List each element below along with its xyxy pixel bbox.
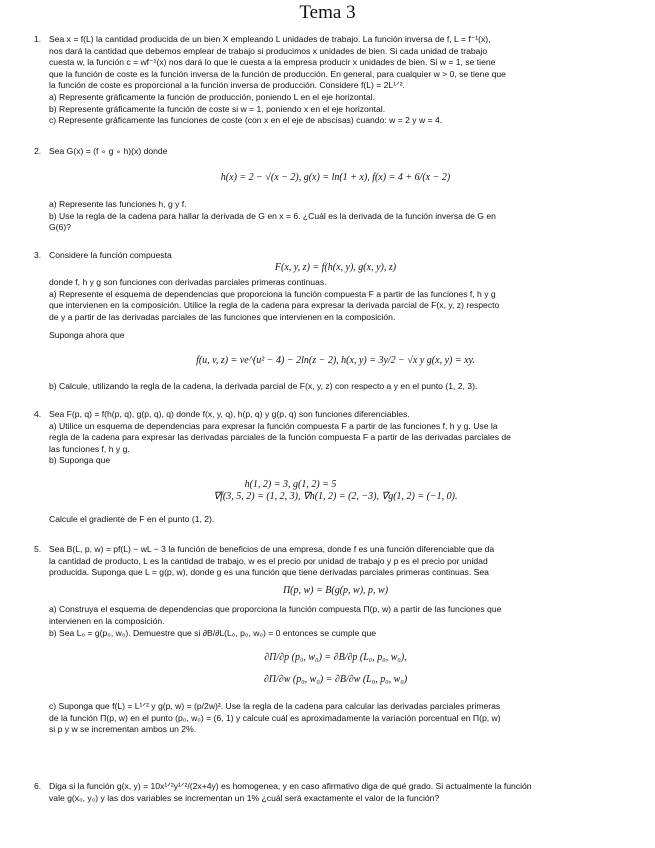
text-line: intervienen en la composición. bbox=[49, 615, 165, 626]
text-line: las funciones f, h y g. bbox=[49, 443, 130, 454]
page-title: Tema 3 bbox=[299, 2, 356, 23]
text-line: la función de coste es proporcional a la función inversa de producción. Considere f(L) = 2L¹ᐟ². bbox=[49, 80, 405, 91]
text-line: a) Represente el esquema de dependencias que proporciona la función compuesta F a partir de las funciones f, h y g bbox=[49, 288, 496, 299]
exercise-2 bbox=[34, 146, 622, 234]
text-line: producida. Suponga que L = g(p, w), donde g es una función que tiene derivadas parciales primeras continuas. Sea bbox=[49, 567, 489, 578]
exercise-5 bbox=[34, 544, 622, 736]
text-line: Sea B(L, p, w) = pf(L) − wL − 3 la función de beneficios de una empresa, donde f es una función diferenciable que da bbox=[49, 544, 495, 554]
text-line: Sea F(p, q) = f(h(p, q), g(p, q), q) donde f(x, y, q), h(p, q) y g(p, q) son funciones diferenciables. bbox=[49, 409, 410, 419]
equation: f(u, v, z) = ve^(u² − 4) − 2ln(z − 2), h(x, y) = 3y/2 − √x y g(x, y) = xy. bbox=[196, 355, 475, 367]
text-line: nos dará la cantidad que debemos emplear de trabajo si producimos x unidades de bien. Si cada unidad de trabajo bbox=[49, 45, 488, 56]
equation: h(1, 2) = 3, g(1, 2) = 5 bbox=[244, 478, 337, 490]
text-line: a) Represente las funciones h, g y f. bbox=[49, 199, 187, 210]
text-line: regla de la cadena para expresar las derivadas parciales de la función compuesta F a partir de las derivadas parciales de bbox=[49, 432, 511, 443]
text-line: c) Represente gráficamente las funciones de coste (con x en el eje de abscisas) cuando: w = 2 y w = 4. bbox=[49, 115, 443, 126]
text-line: Calcule el gradiente de F en el punto (1, 2). bbox=[49, 514, 215, 525]
text-line: Sea x = f(L) la cantidad producida de un bien X empleando L unidades de trabajo. La función inversa de f, L = f⁻¹(x), bbox=[49, 34, 491, 44]
text-line: b) Suponga que bbox=[49, 455, 111, 466]
text-line: a) Utilice un esquema de dependencias para expresar la función compuesta F a partir de las funciones f, h y g. Use la bbox=[49, 420, 498, 431]
text-line: Sea G(x) = (f ∘ g ∘ h)(x) donde bbox=[49, 146, 168, 156]
text-line: la cantidad de producto, L es la cantidad de trabajo, w es el precio por unidad de trabajo y p es el precio por unidad bbox=[49, 555, 488, 566]
equation: ∂Π/∂w (p₀, w₀) = ∂B/∂w (L₀, p₀, w₀) bbox=[263, 674, 408, 686]
text-line: Considere la función compuesta bbox=[49, 250, 172, 260]
text-line: a) Construya el esquema de dependencias que proporciona la función compuesta Π(p, w) a partir de las funciones que bbox=[49, 604, 502, 615]
exercise-1 bbox=[34, 34, 622, 127]
text-line: que la función de coste es la función inversa de la función de producción. En general, para cualquier w > 0, se tiene que bbox=[49, 68, 506, 79]
exercise-3 bbox=[34, 250, 622, 392]
equation: h(x) = 2 − √(x − 2), g(x) = ln(1 + x), f(x) = 4 + 6/(x − 2) bbox=[220, 171, 451, 183]
text-line: b) Calcule, utilizando la regla de la cadena, la derivada parcial de F(x, y, z) con respecto a y en el punto (1, 2, 3). bbox=[49, 380, 478, 391]
text-line: Diga si la función g(x, y) = 10x¹ᐟ²y¹ᐟ²/(2x+4y) es homogenea, y en caso afirmativo diga de qué grado. Si actualmente la función bbox=[49, 781, 532, 791]
exercise-number: 2. bbox=[34, 146, 42, 156]
exercise-4 bbox=[34, 409, 622, 526]
text-line: cuesta w, la función c = wf⁻¹(x) nos dará lo que le cuesta a la empresa producir x unidades de bien. Si w = 1, se tiene bbox=[49, 57, 496, 68]
equation: Π(p, w) = B(g(p, w), p, w) bbox=[282, 584, 389, 596]
text-line: b) Sea L₀ = g(p₀, w₀). Demuestre que si ∂B/∂L(L₀, p₀, w₀) = 0 entonces se cumple que bbox=[49, 627, 377, 638]
text-line: c) Suponga que f(L) = L¹ᐟ² y g(p, w) = (p/2w)². Use la regla de la cadena para calcular las derivadas parciales primeras bbox=[49, 701, 501, 712]
text-line: donde f, h y g son funciones con derivadas parciales primeras continuas. bbox=[49, 277, 327, 288]
text-line: b) Represente gráficamente la función de coste si w = 1, poniendo x en el eje horizontal. bbox=[49, 103, 386, 114]
exercise-number: 5. bbox=[34, 544, 42, 554]
text-line: que intervienen en la composición. Utilice la regla de la cadena para expresar la derivada parcial de F(x, y, z) respecto bbox=[49, 300, 500, 311]
exercise-number: 1. bbox=[34, 34, 42, 44]
equation: ∇f(3, 5, 2) = (1, 2, 3), ∇h(1, 2) = (2, −3), ∇g(1, 2) = (−1, 0). bbox=[213, 490, 458, 502]
text-line: de y a partir de las derivadas parciales de las funciones que intervienen en la composición. bbox=[49, 311, 396, 322]
text-line: si p y w se incrementan ambos un 2%. bbox=[49, 724, 197, 735]
exercise-6 bbox=[34, 781, 622, 804]
text-line: b) Use la regla de la cadena para hallar la derivada de G en x = 6. ¿Cuál es la derivada de la función inversa de G en bbox=[49, 210, 496, 221]
exercise-number: 3. bbox=[34, 250, 42, 260]
text-line: a) Represente gráficamente la función de producción, poniendo L en el eje horizontal. bbox=[49, 91, 375, 102]
text-line: de la función Π(p, w) en el punto (p₀, w₀) = (6, 1) y calcule cuál es aproximadamente la variación porcentual en Π(p, w) bbox=[49, 712, 501, 723]
text-line: vale g(x₀, y₀) y las dos variables se incrementan un 1% ¿cuál será exactamente el valor de la función? bbox=[49, 792, 440, 803]
text-line: Suponga ahora que bbox=[49, 329, 125, 340]
equation: ∂Π/∂p (p₀, w₀) = ∂B/∂p (L₀, p₀, w₀), bbox=[264, 652, 407, 664]
exercise-number: 6. bbox=[34, 781, 42, 791]
equation: F(x, y, z) = f(h(x, y), g(x, y), z) bbox=[274, 261, 397, 273]
exercise-number: 4. bbox=[34, 409, 42, 419]
text-line: G(6)? bbox=[49, 222, 71, 233]
